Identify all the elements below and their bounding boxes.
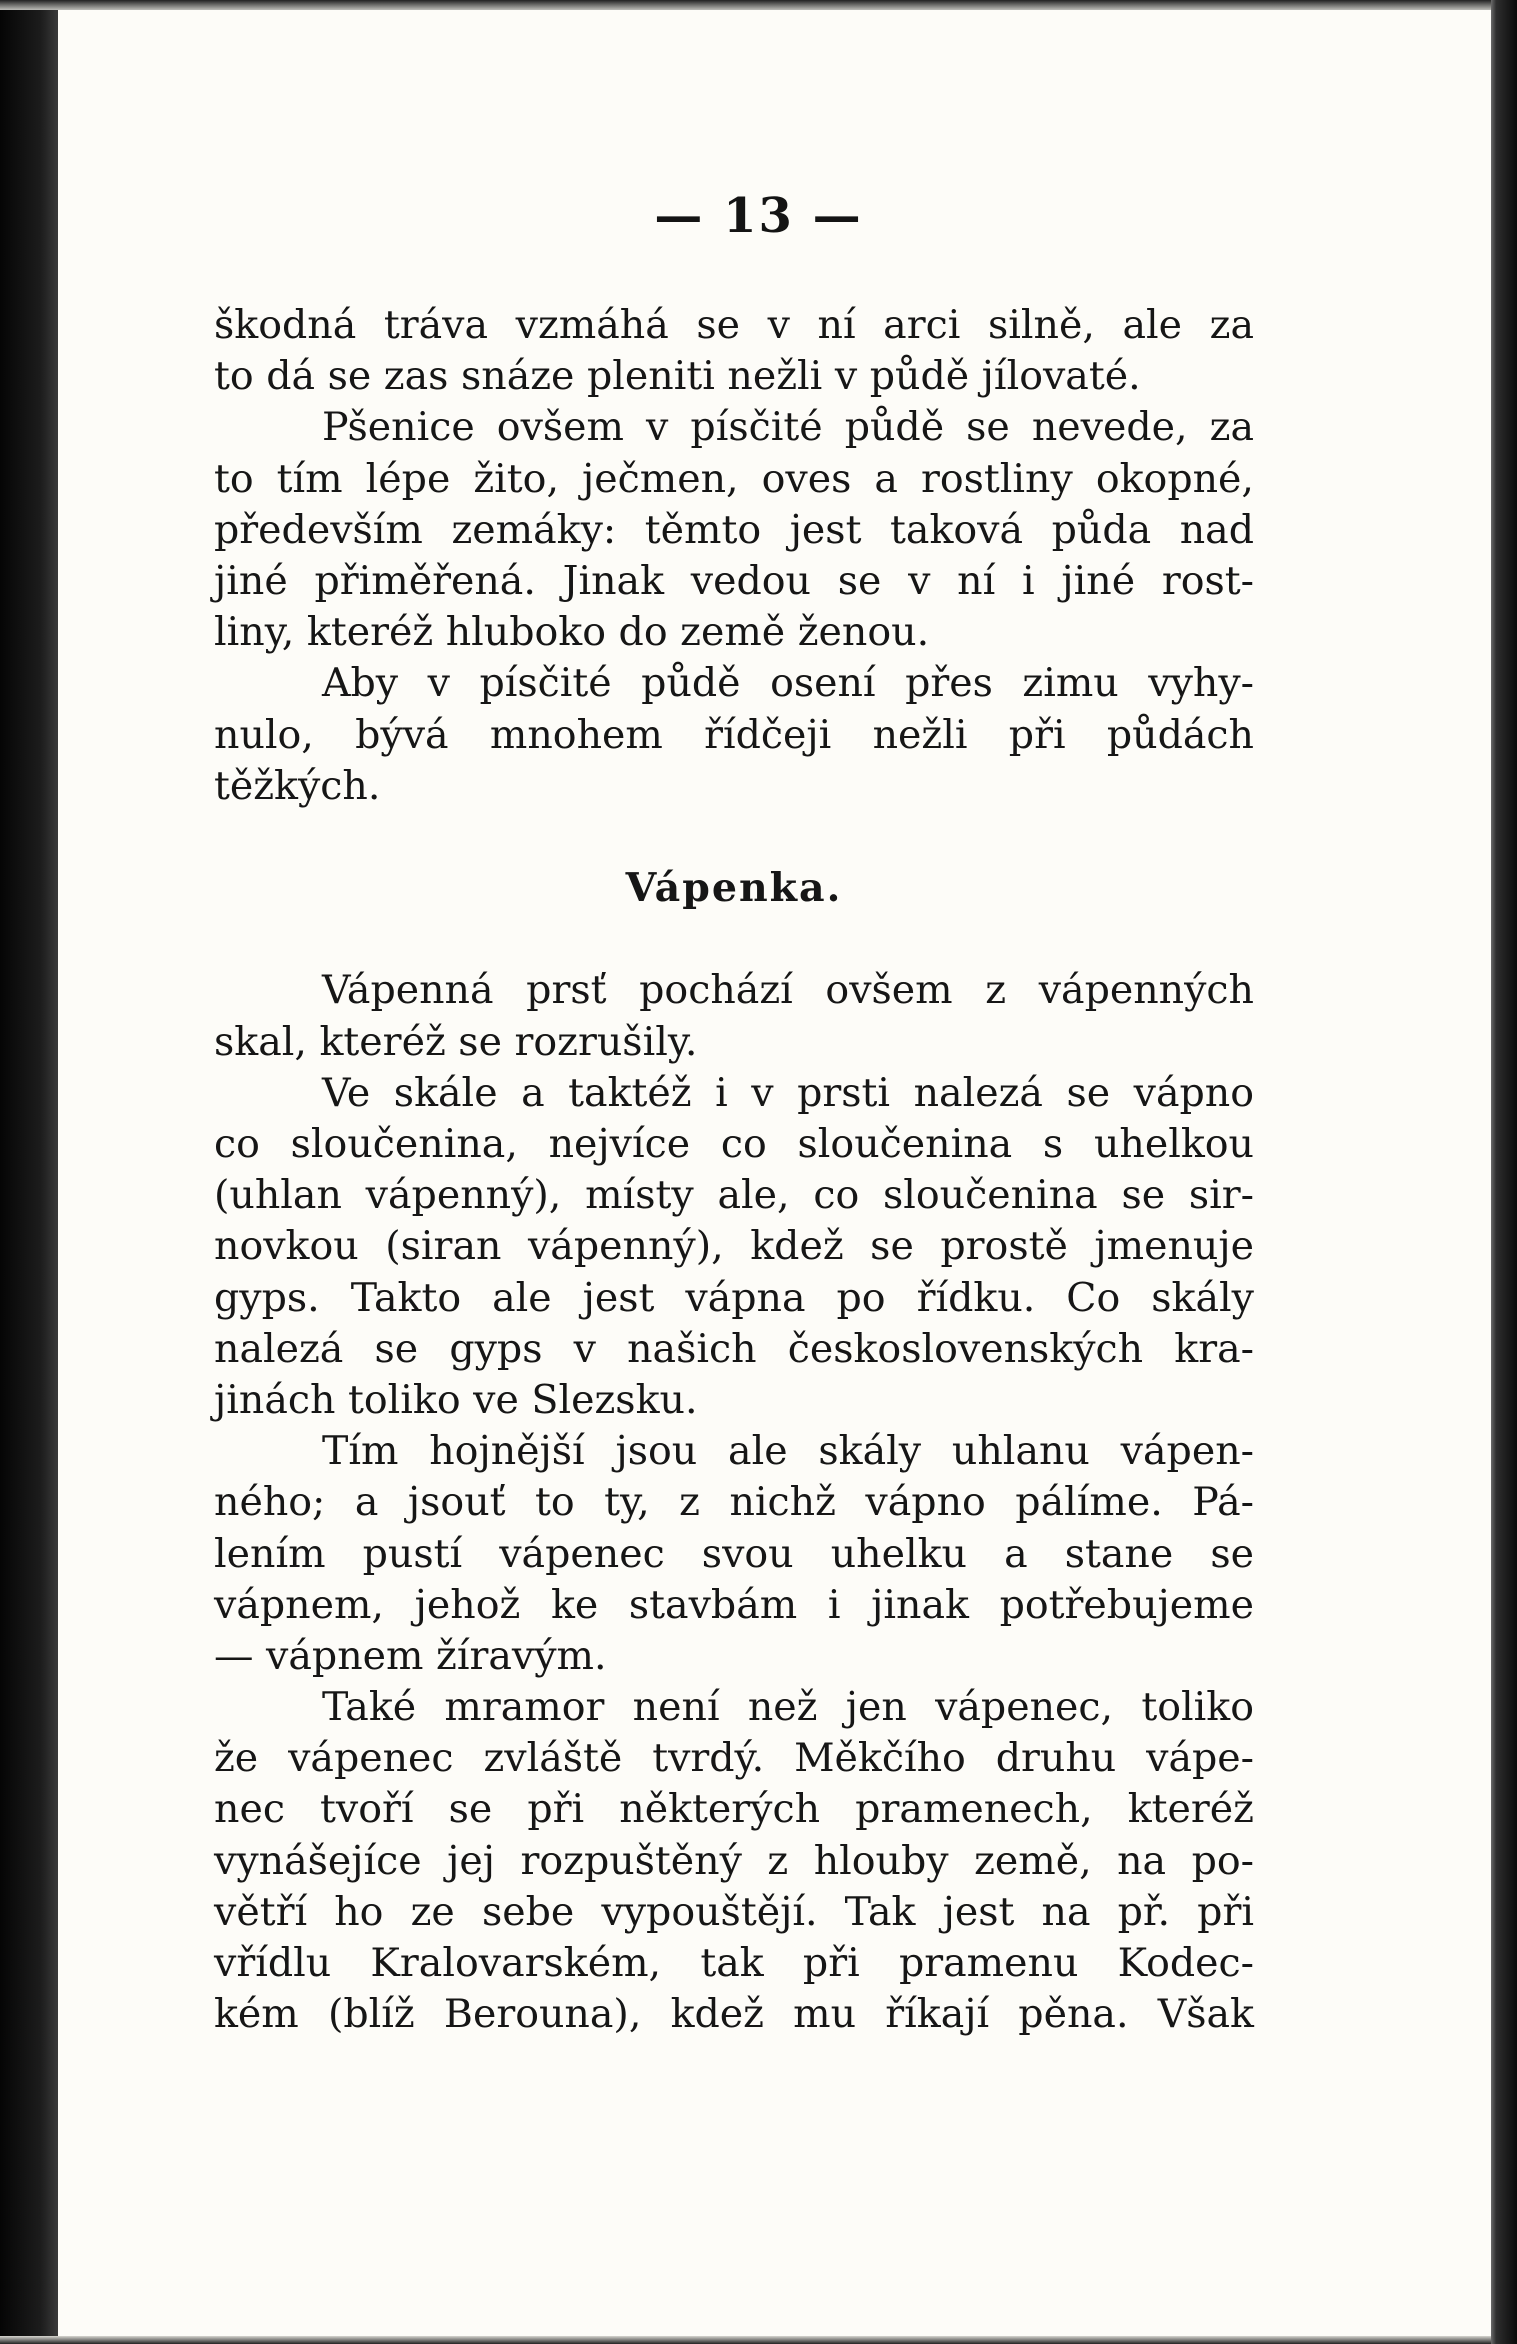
text-line: nalezá se gyps v našich československých kra- — [214, 1325, 1254, 1372]
text-line: Aby v písčité půdě osení přes zimu vyhy- — [322, 660, 1254, 707]
text-line: těžkých. — [214, 762, 381, 809]
text-line: liny, kteréž hluboko do země ženou. — [214, 609, 930, 656]
text-line: to tím lépe žito, ječmen, oves a rostliny okopné, — [214, 455, 1254, 502]
text-line: — vápnem žíravým. — [214, 1632, 607, 1679]
body-text — [214, 300, 1254, 2040]
spacer — [214, 914, 1254, 965]
text-line: jinách toliko ve Slezsku. — [214, 1376, 698, 1423]
text-line: vápnem, jehož ke stavbám i jinak potřebujeme — [214, 1581, 1254, 1628]
text-line: jiné přiměřená. Jinak vedou se v ní i jiné rost- — [214, 557, 1254, 604]
text-line: Tím hojnější jsou ale skály uhlanu vápen- — [322, 1428, 1254, 1475]
text-line: lením pustí vápenec svou uhelku a stane se — [214, 1530, 1254, 1577]
text-line: Ve skále a taktéž i v prsti nalezá se vápno — [322, 1069, 1254, 1116]
text-line: větří ho ze sebe vypouštějí. Tak jest na př. při — [214, 1888, 1254, 1935]
text-line: Vápenná prsť pochází ovšem z vápenných — [322, 967, 1254, 1014]
section-heading: Vápenka. — [625, 865, 843, 912]
spacer — [214, 812, 1254, 863]
text-line: co sloučenina, nejvíce co sloučenina s uhelkou — [214, 1121, 1254, 1167]
text-line: nulo, bývá mnohem řídčeji nežli při půdách — [214, 711, 1254, 758]
text-line: především zemáky: těmto jest taková půda nad — [214, 506, 1254, 553]
text-line: ného; a jsouť to ty, z nichž vápno pálíme. Pá- — [214, 1479, 1254, 1526]
text-line: Pšenice ovšem v písčité půdě se nevede, za — [322, 404, 1254, 451]
text-line: vřídlu Kralovarském, tak při pramenu Kodec- — [214, 1940, 1254, 1986]
text-line: novkou (siran vápenný), kdež se prostě jmenuje — [214, 1223, 1254, 1270]
text-line: nec tvoří se při některých pramenech, kteréž — [214, 1786, 1254, 1833]
scan-top-edge — [0, 0, 1517, 10]
page-number: — 13 — — [654, 188, 863, 244]
text-line: vynášejíce jej rozpuštěný z hlouby země, na po- — [214, 1837, 1254, 1884]
text-line: (uhlan vápenný), místy ale, co sloučenina se sir- — [214, 1172, 1254, 1219]
text-line: gyps. Takto ale jest vápna po řídku. Co skály — [214, 1274, 1254, 1321]
text-line: skal, kteréž se rozrušily. — [214, 1018, 698, 1065]
text-line: škodná tráva vzmáhá se v ní arci silně, ale za — [214, 302, 1254, 348]
text-line: že vápenec zvláště tvrdý. Měkčího druhu vápe- — [214, 1735, 1254, 1782]
scan-bottom-edge — [0, 2336, 1517, 2344]
text-line: kém (blíž Berouna), kdež mu říkají pěna. Však — [214, 1991, 1254, 2038]
text-line: to dá se zas snáze pleniti nežli v půdě jílovaté. — [214, 353, 1141, 400]
text-line: Také mramor není než jen vápenec, toliko — [322, 1684, 1254, 1731]
